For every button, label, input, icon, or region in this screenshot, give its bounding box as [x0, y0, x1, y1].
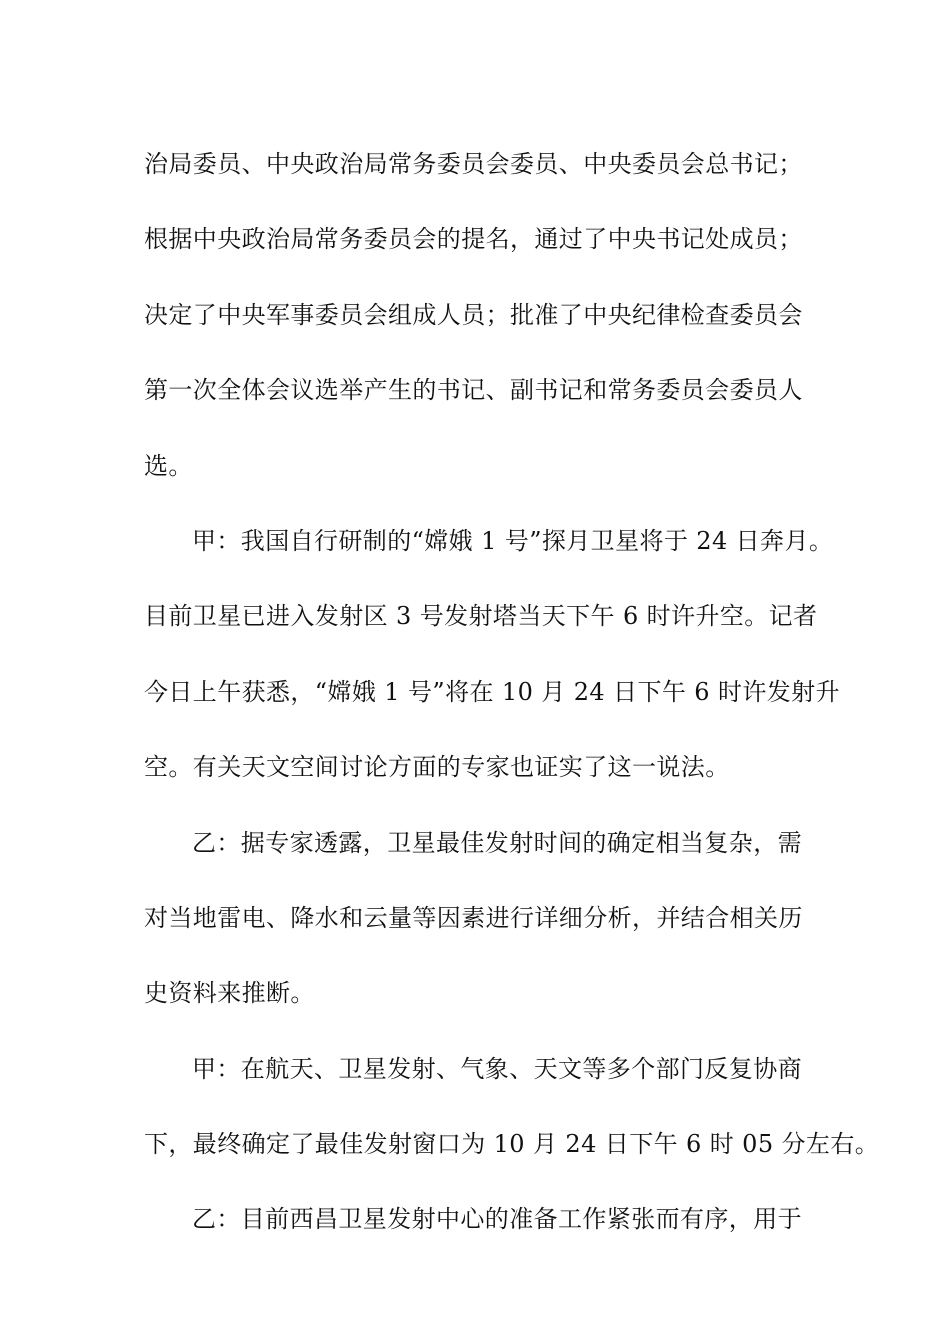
- text-line: 乙：目前西昌卫星发射中心的准备工作紧张而有序，用于: [192, 1205, 802, 1234]
- paragraph-jia-1: [144, 504, 840, 806]
- text-line: 今日上午获悉，“嫦娥 1 号”将在 10 月 24 日下午 6 时许发射升: [144, 677, 840, 706]
- text-line: 乙：据专家透露，卫星最佳发射时间的确定相当复杂，需: [192, 828, 802, 857]
- text-line: 治局委员、中央政治局常务委员会委员、中央委员会总书记；: [144, 150, 803, 178]
- text-line: 甲：我国自行研制的“嫦娥 1 号”探月卫星将于 24 日奔月。: [192, 526, 834, 555]
- paragraph-jia-2: [144, 1032, 880, 1183]
- paragraph-yi-1: [144, 806, 814, 1032]
- document-body: [144, 127, 880, 1258]
- paragraph-yi-2: [144, 1182, 814, 1257]
- text-line: 目前卫星已进入发射区 3 号发射塔当天下午 6 时许升空。记者: [144, 602, 818, 631]
- paragraph-session-results: [144, 127, 814, 504]
- text-line: 选。: [144, 451, 193, 480]
- text-line: 对当地雷电、降水和云量等因素进行详细分析，并结合相关历: [144, 903, 803, 932]
- text-line: 史资料来推断。: [144, 979, 315, 1008]
- text-line: 根据中央政治局常务委员会的提名，通过了中央书记处成员；: [144, 225, 803, 254]
- text-line: 甲：在航天、卫星发射、气象、天文等多个部门反复协商: [192, 1054, 802, 1083]
- text-line: 空。有关天文空间讨论方面的专家也证实了这一说法。: [144, 753, 730, 782]
- text-line: 决定了中央军事委员会组成人员；批准了中央纪律检查委员会: [144, 300, 803, 329]
- text-line: 第一次全体会议选举产生的书记、副书记和常务委员会委员人: [144, 376, 803, 405]
- text-line: 下，最终确定了最佳发射窗口为 10 月 24 日下午 6 时 05 分左右。: [144, 1130, 880, 1159]
